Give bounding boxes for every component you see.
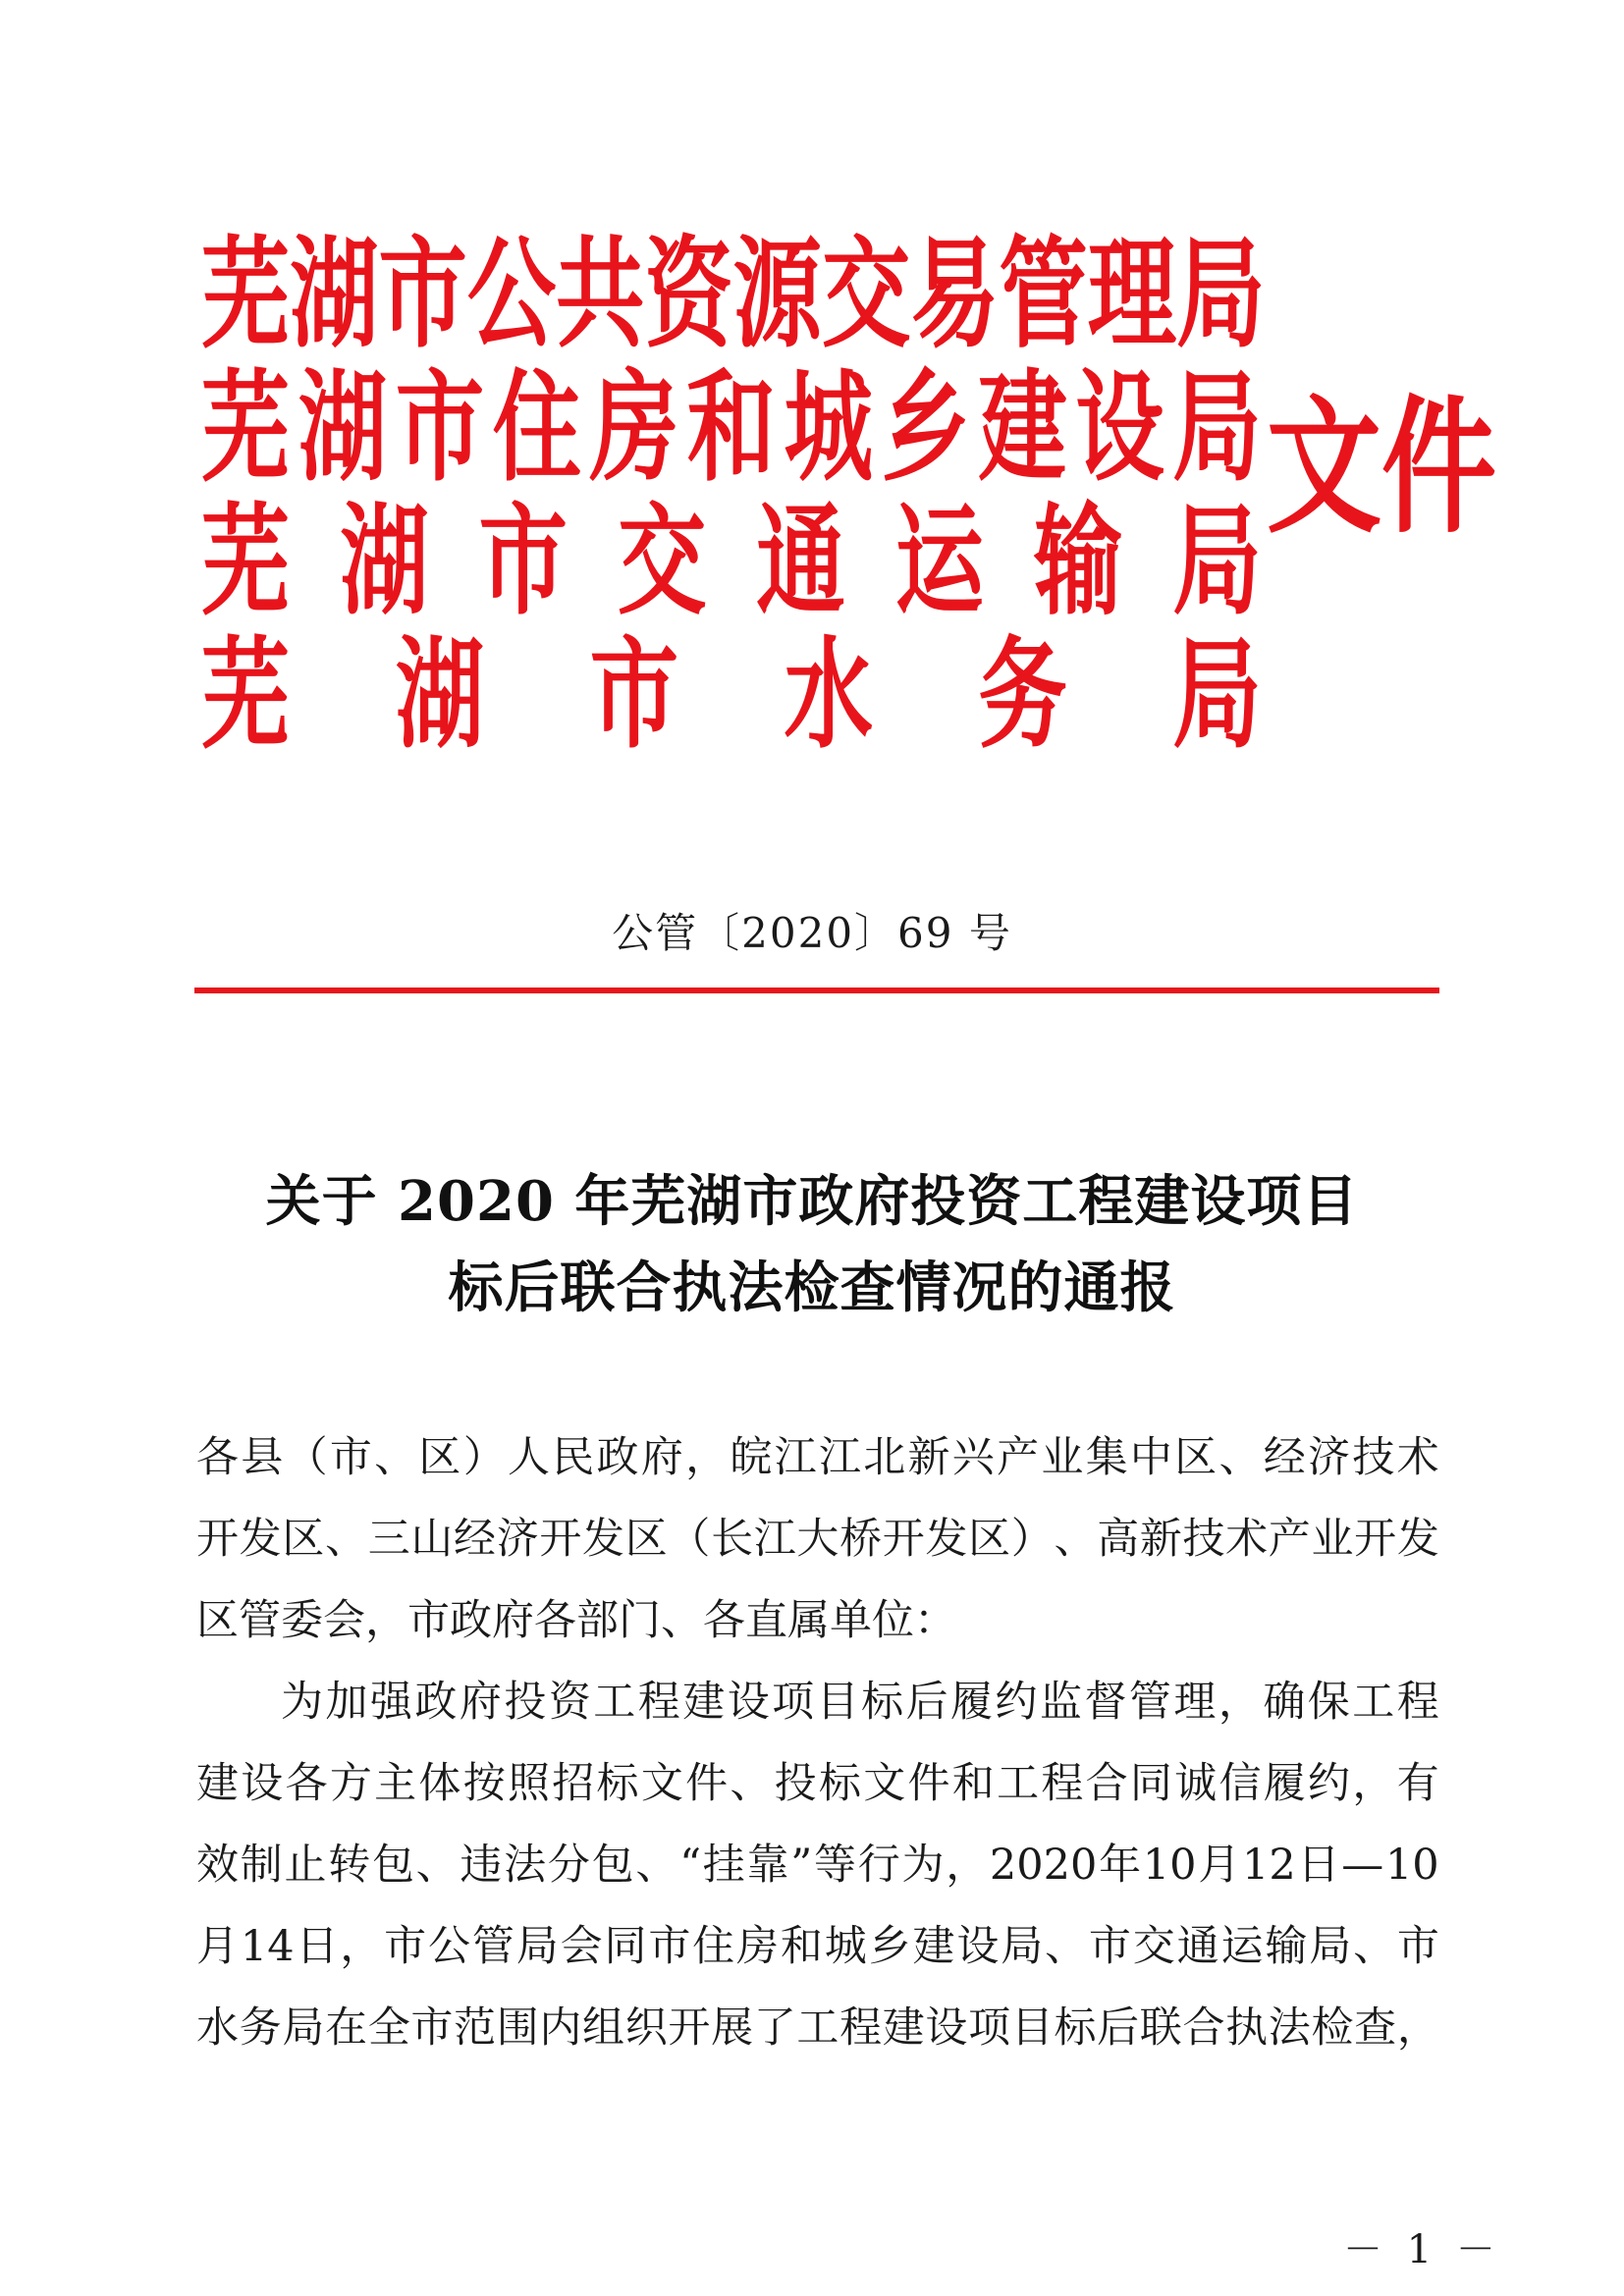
body-line-8-char: 联 — [1139, 2003, 1182, 2053]
body-line-1-char: 各 — [196, 1433, 239, 1482]
body-line-7-char: 市 — [1396, 1922, 1439, 1971]
body-line-7-char: 月 — [196, 1922, 239, 1971]
agency-name-2-char: 设 — [1075, 358, 1164, 498]
body-line-8-char: 检 — [1311, 2003, 1354, 2053]
body-line-7-char: 通 — [1176, 1922, 1219, 1971]
body-line-4-char: 目 — [816, 1678, 859, 1727]
agency-name-2-char: 和 — [686, 358, 776, 498]
agency-name-2-char: 房 — [589, 358, 678, 498]
body-line-8-char: 务 — [239, 2003, 282, 2053]
agency-name-1-char: 公 — [466, 225, 557, 364]
body-line-2-char: 发 — [582, 1515, 625, 1564]
body-line-7-char: 管 — [471, 1922, 514, 1971]
body-line-7-char: 局 — [515, 1922, 559, 1971]
body-line-8-char: 查 — [1354, 2003, 1397, 2053]
body-line-7-char: 运 — [1220, 1922, 1264, 1971]
body-line-6-char: “ — [679, 1841, 702, 1890]
body-line-5-char: 诚 — [1174, 1759, 1218, 1808]
body-line-6-char: 2020 — [989, 1841, 1098, 1890]
body-line-7-char: 、 — [1045, 1922, 1088, 1971]
body-line-8-char: 组 — [582, 2003, 625, 2053]
agency-name-3 — [201, 492, 1262, 631]
body-line-5-char: 照 — [507, 1759, 550, 1808]
agency-name-3-char: 交 — [618, 492, 707, 631]
body-line-8-char: 开 — [668, 2003, 711, 2053]
body-line-7-char: 同 — [604, 1922, 647, 1971]
body-line-6-char: 效 — [196, 1841, 239, 1890]
body-line-2-char: 开 — [882, 1515, 925, 1564]
body-line-6-char: 、 — [635, 1841, 678, 1890]
body-line-2-char: 开 — [196, 1515, 239, 1564]
body-line-1-char: （ — [285, 1433, 328, 1482]
body-line-8-char: 目 — [1010, 2003, 1054, 2053]
body-line-1-char: 皖 — [730, 1433, 773, 1482]
body-line-2-char: 发 — [925, 1515, 968, 1564]
body-line-2-char: 开 — [1354, 1515, 1397, 1564]
body-line-4-char: 保 — [1307, 1678, 1350, 1727]
agency-name-1-char: 芜 — [201, 225, 291, 364]
body-line-4-char: 程 — [1396, 1678, 1439, 1727]
body-line-6-char: 等 — [813, 1841, 856, 1890]
body-line-3: 区管委会，市政府各部门、各直属单位： — [196, 1596, 956, 1645]
document-title — [0, 1158, 1624, 1331]
body-line-8-char: 了 — [753, 2003, 796, 2053]
agency-name-3-char: 输 — [1034, 492, 1123, 631]
body-line-8-char: 执 — [1225, 2003, 1269, 2053]
body-line-6-char: 违 — [460, 1841, 503, 1890]
body-line-6-char: 12 — [1242, 1841, 1296, 1890]
body-line-8-char: 市 — [410, 2003, 454, 2053]
body-line-8-char: ， — [1396, 2003, 1439, 2053]
body-line-5-char: 文 — [640, 1759, 683, 1808]
agency-name-3-char: 通 — [756, 492, 845, 631]
body-line-6-char: 10 — [1384, 1841, 1439, 1890]
body-line-8-char: 围 — [496, 2003, 539, 2053]
body-line-1-char: 济 — [1308, 1433, 1351, 1482]
body-line-4-char: 程 — [637, 1678, 680, 1727]
body-line-6-char: 、 — [415, 1841, 459, 1890]
body-line-1-char: 市 — [329, 1433, 372, 1482]
body-line-5-char: 体 — [418, 1759, 461, 1808]
body-line-1-char: 政 — [596, 1433, 639, 1482]
body-line-6-char: 年 — [1099, 1841, 1142, 1890]
body-line-1-char: 产 — [997, 1433, 1040, 1482]
agency-name-1-char: 市 — [378, 225, 467, 364]
body-line-1-char: 江 — [818, 1433, 861, 1482]
body-line-6-char: — — [1341, 1841, 1384, 1890]
body-line-7-char: 公 — [428, 1922, 471, 1971]
body-line-8-char: 标 — [1054, 2003, 1097, 2053]
body-line-2-char: ） — [1010, 1515, 1054, 1564]
body-line-2-char: 长 — [711, 1515, 754, 1564]
body-line-8-char: 建 — [882, 2003, 925, 2053]
body-line-5-char: 件 — [685, 1759, 729, 1808]
body-line-7-char: 乡 — [868, 1922, 911, 1971]
body-line-8-char: 在 — [325, 2003, 368, 2053]
body-line-1-char: 区 — [418, 1433, 461, 1482]
body-line-7-char: 城 — [824, 1922, 867, 1971]
body-line-5-char: 设 — [241, 1759, 284, 1808]
body-line-1-char: 民 — [552, 1433, 595, 1482]
body-line-2-char: 济 — [496, 1515, 539, 1564]
body-line-6-char: 月 — [1198, 1841, 1241, 1890]
body-line-4-char: 确 — [1263, 1678, 1306, 1727]
agency-name-4-char: 局 — [1172, 625, 1262, 765]
body-line-1-char: 经 — [1263, 1433, 1306, 1482]
agency-name-4-char: 水 — [784, 625, 873, 765]
body-line-4-char: 政 — [414, 1678, 458, 1727]
agency-name-2-char: 局 — [1172, 358, 1262, 498]
body-line-7-char: 建 — [912, 1922, 955, 1971]
body-line-7-char: 会 — [560, 1922, 603, 1971]
body-line-6-char: 制 — [240, 1841, 283, 1890]
body-line-4-char: 资 — [548, 1678, 591, 1727]
body-line-5-char: 、 — [730, 1759, 773, 1808]
body-line-2-char: 开 — [539, 1515, 582, 1564]
body-line-7-char: 市 — [1088, 1922, 1131, 1971]
body-line-1-char: 北 — [863, 1433, 906, 1482]
body-line-4-char: 强 — [369, 1678, 412, 1727]
agency-name-1-char: 湖 — [290, 225, 379, 364]
agency-name-1-char: 资 — [644, 225, 733, 364]
body-line-4-char: 工 — [1352, 1678, 1395, 1727]
body-line-5-char: 标 — [596, 1759, 639, 1808]
agency-name-1-char: 交 — [821, 225, 911, 364]
body-line-5-char: 方 — [329, 1759, 372, 1808]
body-line-6 — [196, 1825, 1439, 1906]
body-line-4-char: 约 — [995, 1678, 1038, 1727]
body-line-2-char: 、 — [1054, 1515, 1097, 1564]
body-line-4-char: 督 — [1084, 1678, 1127, 1727]
body-line-6-char: 法 — [504, 1841, 547, 1890]
red-divider-line — [194, 988, 1439, 993]
body-line-5-char: 信 — [1218, 1759, 1262, 1808]
agency-name-1 — [201, 225, 1266, 364]
body-line-7-char: 住 — [692, 1922, 735, 1971]
body-line-8-char: 程 — [839, 2003, 883, 2053]
body-line-4-char: 为 — [281, 1678, 323, 1727]
agency-name-3-char: 市 — [478, 492, 568, 631]
agency-name-4 — [201, 625, 1262, 765]
body-line-2 — [196, 1499, 1439, 1580]
body-line-2-char: 发 — [239, 1515, 282, 1564]
body-line-2-char: 技 — [1182, 1515, 1225, 1564]
body-line-6-char: 分 — [547, 1841, 590, 1890]
body-line-6-char: 为 — [901, 1841, 945, 1890]
agency-name-1-char: 源 — [732, 225, 822, 364]
body-line-1-char: 术 — [1396, 1433, 1439, 1482]
body-line-6-char: 日 — [1297, 1841, 1340, 1890]
page-number: － 1 － — [1343, 2227, 1501, 2272]
agency-name-2-char: 市 — [395, 358, 485, 498]
body-line-7-char: 14 — [240, 1922, 295, 1971]
body-line-4-char: 项 — [772, 1678, 815, 1727]
title-line-2: 标后联合执法检查情况的通报 — [448, 1255, 1176, 1320]
body-line-1-char: 府 — [640, 1433, 683, 1482]
body-line-1-char: 中 — [1129, 1433, 1172, 1482]
body-line-7-char: 日 — [296, 1922, 339, 1971]
body-line-6-char: ， — [946, 1841, 989, 1890]
body-line-8-char: 全 — [367, 2003, 410, 2053]
body-line-7-char: 局 — [1309, 1922, 1352, 1971]
body-line-4-char: 投 — [504, 1678, 547, 1727]
body-line-2-char: 区 — [968, 1515, 1011, 1564]
body-line-5 — [196, 1743, 1439, 1825]
body-line-2-char: 山 — [410, 1515, 454, 1564]
document-type-suffix: 文件 — [1267, 383, 1497, 554]
body-line-4-char: 工 — [593, 1678, 636, 1727]
body-line-2-char: 三 — [367, 1515, 410, 1564]
body-line-4-char: 监 — [1039, 1678, 1082, 1727]
body-line-5-char: 程 — [1041, 1759, 1084, 1808]
body-line-1-char: 兴 — [951, 1433, 995, 1482]
body-line-4 — [196, 1662, 1439, 1743]
body-line-5-char: 约 — [1308, 1759, 1351, 1808]
body-line-6-char: 止 — [284, 1841, 327, 1890]
body-line-8-char: 局 — [282, 2003, 325, 2053]
body-line-2-char: 产 — [1268, 1515, 1311, 1564]
body-line-7-char: 房 — [736, 1922, 780, 1971]
body-line-1-char: 新 — [907, 1433, 950, 1482]
body-line-4-char: 建 — [682, 1678, 726, 1727]
body-line-4-char: 理 — [1173, 1678, 1217, 1727]
body-line-5-char: 文 — [863, 1759, 906, 1808]
agency-name-2-char: 城 — [784, 358, 873, 498]
body-line-4-char: 设 — [727, 1678, 770, 1727]
body-line-7 — [196, 1906, 1439, 1988]
body-line-8-char: 项 — [968, 2003, 1011, 2053]
body-line-2-char: 高 — [1097, 1515, 1140, 1564]
body-line-7-char: 局 — [1001, 1922, 1044, 1971]
body-line-5-char: 工 — [997, 1759, 1040, 1808]
body-line-4-char: ， — [1218, 1678, 1261, 1727]
body-line-8-char: 后 — [1097, 2003, 1140, 2053]
body-line-8 — [196, 1988, 1439, 2069]
agency-name-4-char: 务 — [978, 625, 1067, 765]
document-body — [196, 1417, 1439, 2069]
body-line-1-char: 技 — [1352, 1433, 1395, 1482]
document-number: 公管〔2020〕69 号 — [612, 909, 1012, 957]
body-line-5-char: 标 — [818, 1759, 861, 1808]
body-line-7-char: 市 — [384, 1922, 427, 1971]
red-letterhead — [201, 218, 1497, 787]
body-line-2-char: 区 — [624, 1515, 668, 1564]
body-line-4-char: 履 — [950, 1678, 994, 1727]
body-line-4-char: 管 — [1128, 1678, 1171, 1727]
body-line-8-char: 内 — [539, 2003, 582, 2053]
body-line-5-char: 主 — [374, 1759, 417, 1808]
body-line-5-char: 履 — [1263, 1759, 1306, 1808]
body-line-2-char: 发 — [1396, 1515, 1439, 1564]
body-line-1-char: ， — [685, 1433, 729, 1482]
body-line-5-char: 按 — [462, 1759, 506, 1808]
body-line-1-char: 、 — [374, 1433, 417, 1482]
body-line-6-char: 挂 — [702, 1841, 745, 1890]
body-line-1-char: 人 — [507, 1433, 550, 1482]
body-line-5-char: 投 — [774, 1759, 817, 1808]
body-line-2-char: 、 — [325, 1515, 368, 1564]
agency-name-2-char: 住 — [492, 358, 582, 498]
body-line-6-char: 10 — [1142, 1841, 1197, 1890]
body-line-2-char: 桥 — [839, 1515, 883, 1564]
body-line-1-char: ） — [462, 1433, 506, 1482]
body-line-7-char: 设 — [956, 1922, 1000, 1971]
body-line-5-char: 同 — [1129, 1759, 1172, 1808]
body-line-6-char: 行 — [857, 1841, 900, 1890]
body-line-1-char: 业 — [1041, 1433, 1084, 1482]
body-line-2-char: 业 — [1311, 1515, 1354, 1564]
agency-name-1-char: 管 — [999, 225, 1088, 364]
body-line-2-char: 区 — [282, 1515, 325, 1564]
agency-name-4-char: 湖 — [395, 625, 485, 765]
body-line-6-char: 包 — [371, 1841, 414, 1890]
body-line-2-char: 大 — [796, 1515, 839, 1564]
body-line-7-char: 市 — [648, 1922, 691, 1971]
agency-name-3-char: 湖 — [340, 492, 429, 631]
body-line-1-char: 集 — [1085, 1433, 1128, 1482]
body-line-4-char: 加 — [325, 1678, 368, 1727]
agency-name-3-char: 运 — [894, 492, 984, 631]
body-line-2-char: 术 — [1225, 1515, 1269, 1564]
title-line-1: 关于 2020 年芜湖市政府投资工程建设项目 — [265, 1169, 1359, 1234]
body-line-7-char: 输 — [1265, 1922, 1308, 1971]
body-line-7-char: 、 — [1353, 1922, 1396, 1971]
body-line-5-char: 招 — [552, 1759, 595, 1808]
body-line-2-char: 新 — [1139, 1515, 1182, 1564]
agency-name-4-char: 芜 — [201, 625, 291, 765]
body-line-8-char: 合 — [1182, 2003, 1225, 2053]
agency-name-2-char: 湖 — [298, 358, 388, 498]
agency-name-1-char: 易 — [910, 225, 1000, 364]
agency-name-4-char: 市 — [589, 625, 679, 765]
body-line-5-char: ， — [1352, 1759, 1395, 1808]
body-line-4-char: 标 — [861, 1678, 904, 1727]
agency-name-1-char: 共 — [556, 225, 645, 364]
agency-name-2 — [201, 358, 1262, 498]
agency-name-2-char: 建 — [978, 358, 1067, 498]
body-line-5-char: 和 — [951, 1759, 995, 1808]
body-line-7-char: 和 — [780, 1922, 823, 1971]
body-line-5-char: 建 — [196, 1759, 239, 1808]
body-line-5-char: 合 — [1085, 1759, 1128, 1808]
body-line-6-char: ” — [790, 1841, 813, 1890]
body-line-7-char: 交 — [1132, 1922, 1175, 1971]
body-line-2-char: （ — [668, 1515, 711, 1564]
body-line-1-char: 、 — [1218, 1433, 1262, 1482]
body-line-5-char: 有 — [1396, 1759, 1439, 1808]
body-line-8-char: 设 — [925, 2003, 968, 2053]
body-line-8-char: 范 — [454, 2003, 497, 2053]
body-line-1-char: 区 — [1174, 1433, 1218, 1482]
body-line-8-char: 织 — [624, 2003, 668, 2053]
body-line-6-char: 转 — [328, 1841, 371, 1890]
agency-name-3-char: 芜 — [201, 492, 291, 631]
body-line-2-char: 经 — [454, 1515, 497, 1564]
body-line-6-char: 包 — [591, 1841, 634, 1890]
body-line-8-char: 水 — [196, 2003, 239, 2053]
agency-name-1-char: 局 — [1176, 225, 1266, 364]
body-line-4-char: 府 — [459, 1678, 502, 1727]
body-line-8-char: 工 — [796, 2003, 839, 2053]
body-line-4-char: 后 — [905, 1678, 948, 1727]
agency-name-3-char: 局 — [1172, 492, 1262, 631]
body-line-5-char: 件 — [907, 1759, 950, 1808]
body-line-1 — [196, 1417, 1439, 1499]
agency-name-2-char: 芜 — [201, 358, 291, 498]
body-line-2-char: 江 — [753, 1515, 796, 1564]
body-line-5-char: 各 — [285, 1759, 328, 1808]
body-line-6-char: 靠 — [746, 1841, 789, 1890]
body-line-8-char: 法 — [1268, 2003, 1311, 2053]
body-line-8-char: 展 — [711, 2003, 754, 2053]
agency-name-2-char: 乡 — [881, 358, 970, 498]
body-line-1-char: 县 — [241, 1433, 284, 1482]
body-line-7-char: ， — [340, 1922, 383, 1971]
body-line-1-char: 江 — [774, 1433, 817, 1482]
agency-name-1-char: 理 — [1087, 225, 1177, 364]
